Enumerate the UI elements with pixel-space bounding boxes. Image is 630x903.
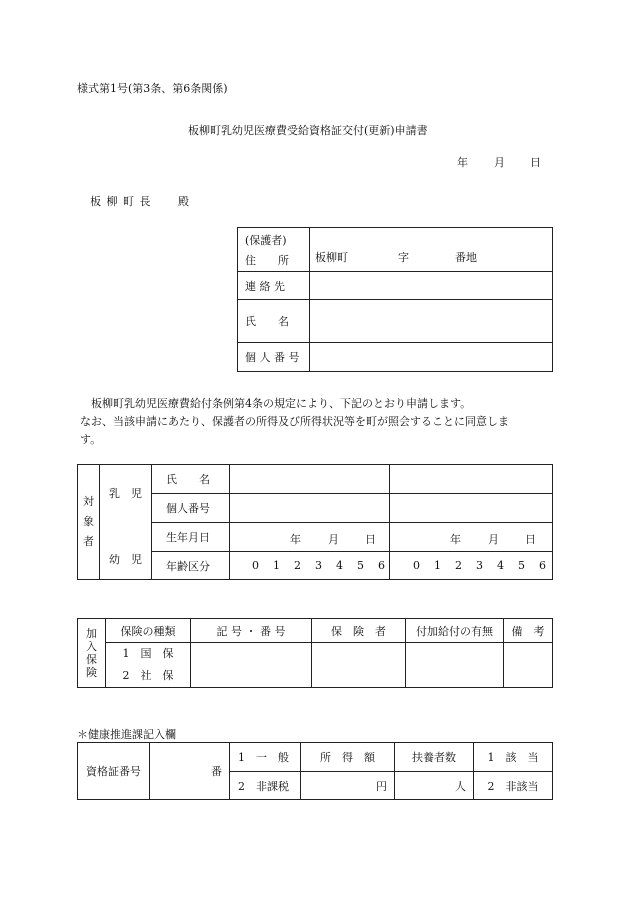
ins-char-4: 険 [86,666,97,679]
age-option[interactable]: 6 [539,559,546,572]
remarks-field[interactable] [504,643,553,688]
child1-name-field[interactable] [230,465,390,494]
honorific: 殿 [178,195,189,208]
insurance-group-label [78,619,106,688]
cert-number-field[interactable] [150,743,230,800]
child2-id-field[interactable] [390,494,553,523]
code-number-field[interactable] [191,643,312,688]
id-field[interactable] [310,343,553,372]
group-char-2: 象 [83,515,94,528]
persons-label: 人 [455,779,466,793]
birth-day: 日 [525,533,536,546]
child1-id-field[interactable] [230,494,390,523]
age-option[interactable]: 5 [518,559,525,572]
infant-toddler-cell [100,465,152,580]
group-char-1: 対 [83,495,94,508]
age-option[interactable]: 3 [315,559,322,572]
toddler-label: 幼 児 [109,553,142,566]
age-option[interactable]: 5 [357,559,364,572]
name-field[interactable] [310,300,553,343]
row-label-birth: 生年月日 [152,523,230,552]
addressee: 板 柳 町 長 [90,195,152,208]
header-insurance-type: 保険の種類 [106,619,191,643]
birth-year: 年 [450,533,461,546]
statement-line-2: なお、当該申請にあたり、保護者の所得及び所得状況等を町が照会することに同意しま [80,415,509,428]
applicable-option[interactable]: 1 該 当 [474,743,553,772]
child1-age-options[interactable] [230,552,390,580]
insurance-table [77,618,553,688]
age-option[interactable]: 3 [476,559,483,572]
statement-line-3: す。 [80,433,102,446]
statement-line-1: 板柳町乳幼児医療費給付条例第4条の規定により、下記のとおり申請します。 [91,397,472,410]
subject-group-label [78,465,100,580]
page-title: 板柳町乳幼児医療費受給資格証交付(更新)申請書 [188,124,428,137]
header-additional-benefit: 付加給付の有無 [406,619,504,643]
insurance-type-cell[interactable] [106,643,191,688]
age-option[interactable]: 1 [273,559,280,572]
id-label: 個 人 番 号 [238,343,310,372]
name-label: 氏 名 [238,300,310,343]
birth-month: 月 [328,533,339,546]
age-option[interactable]: 0 [413,559,420,572]
ins-char-1: 加 [86,627,97,640]
guardian-label: (保護者) [245,233,287,247]
birth-month: 月 [488,533,499,546]
header-remarks: 備 考 [504,619,553,643]
address-label-cell [238,228,310,272]
date-day: 日 [530,156,541,169]
ins-char-2: 入 [86,640,97,653]
age-option[interactable]: 2 [455,559,462,572]
cert-number-label: 資格証番号 [78,743,150,800]
date-year: 年 [457,156,468,169]
child2-birth-field[interactable] [390,523,553,552]
header-code-number: 記 号 ・ 番 号 [191,619,312,643]
yen-label: 円 [376,779,387,793]
address-field[interactable] [310,228,553,272]
address-prefix: 板柳町 [315,251,348,264]
age-option[interactable]: 4 [336,559,343,572]
infant-label: 乳 児 [109,487,142,500]
subject-table [77,464,553,580]
row-label-age: 年齢区分 [152,552,230,580]
child1-birth-field[interactable] [230,523,390,552]
child2-age-options[interactable] [390,552,553,580]
group-char-3: 者 [83,535,94,548]
birth-year: 年 [290,533,301,546]
banchi-label: 番地 [455,251,477,264]
child2-name-field[interactable] [390,465,553,494]
ins-char-3: 保 [86,653,97,666]
income-label: 所 得 額 [301,743,395,772]
form-number: 様式第1号(第3条、第6条関係) [77,82,228,95]
office-section-title: ＊健康推進課記入欄 [77,728,176,741]
category-general[interactable]: 1 一 般 [230,743,301,772]
type-kokuho[interactable]: 1 国 保 [122,647,174,660]
header-insurer: 保 険 者 [312,619,406,643]
type-shaho[interactable]: 2 社 保 [122,669,174,682]
additional-benefit-field[interactable] [406,643,504,688]
age-option[interactable]: 1 [434,559,441,572]
row-label-id: 個人番号 [152,494,230,523]
contact-label: 連 絡 先 [238,272,310,300]
age-option[interactable]: 6 [378,559,385,572]
ban-label: 番 [211,765,222,778]
age-option[interactable]: 4 [497,559,504,572]
applicant-table [237,227,553,372]
date-month: 月 [494,156,505,169]
insurer-field[interactable] [312,643,406,688]
office-table [77,742,553,800]
contact-field[interactable] [310,272,553,300]
address-label: 住 所 [245,253,289,267]
birth-day: 日 [365,533,376,546]
dependents-field[interactable] [395,772,474,800]
row-label-name: 氏 名 [152,465,230,494]
category-tax-exempt[interactable]: 2 非課税 [230,772,301,800]
dependents-label: 扶養者数 [395,743,474,772]
not-applicable-option[interactable]: 2 非該当 [474,772,553,800]
age-option[interactable]: 0 [252,559,259,572]
income-field[interactable] [301,772,395,800]
aza-label: 字 [398,251,409,264]
age-option[interactable]: 2 [294,559,301,572]
